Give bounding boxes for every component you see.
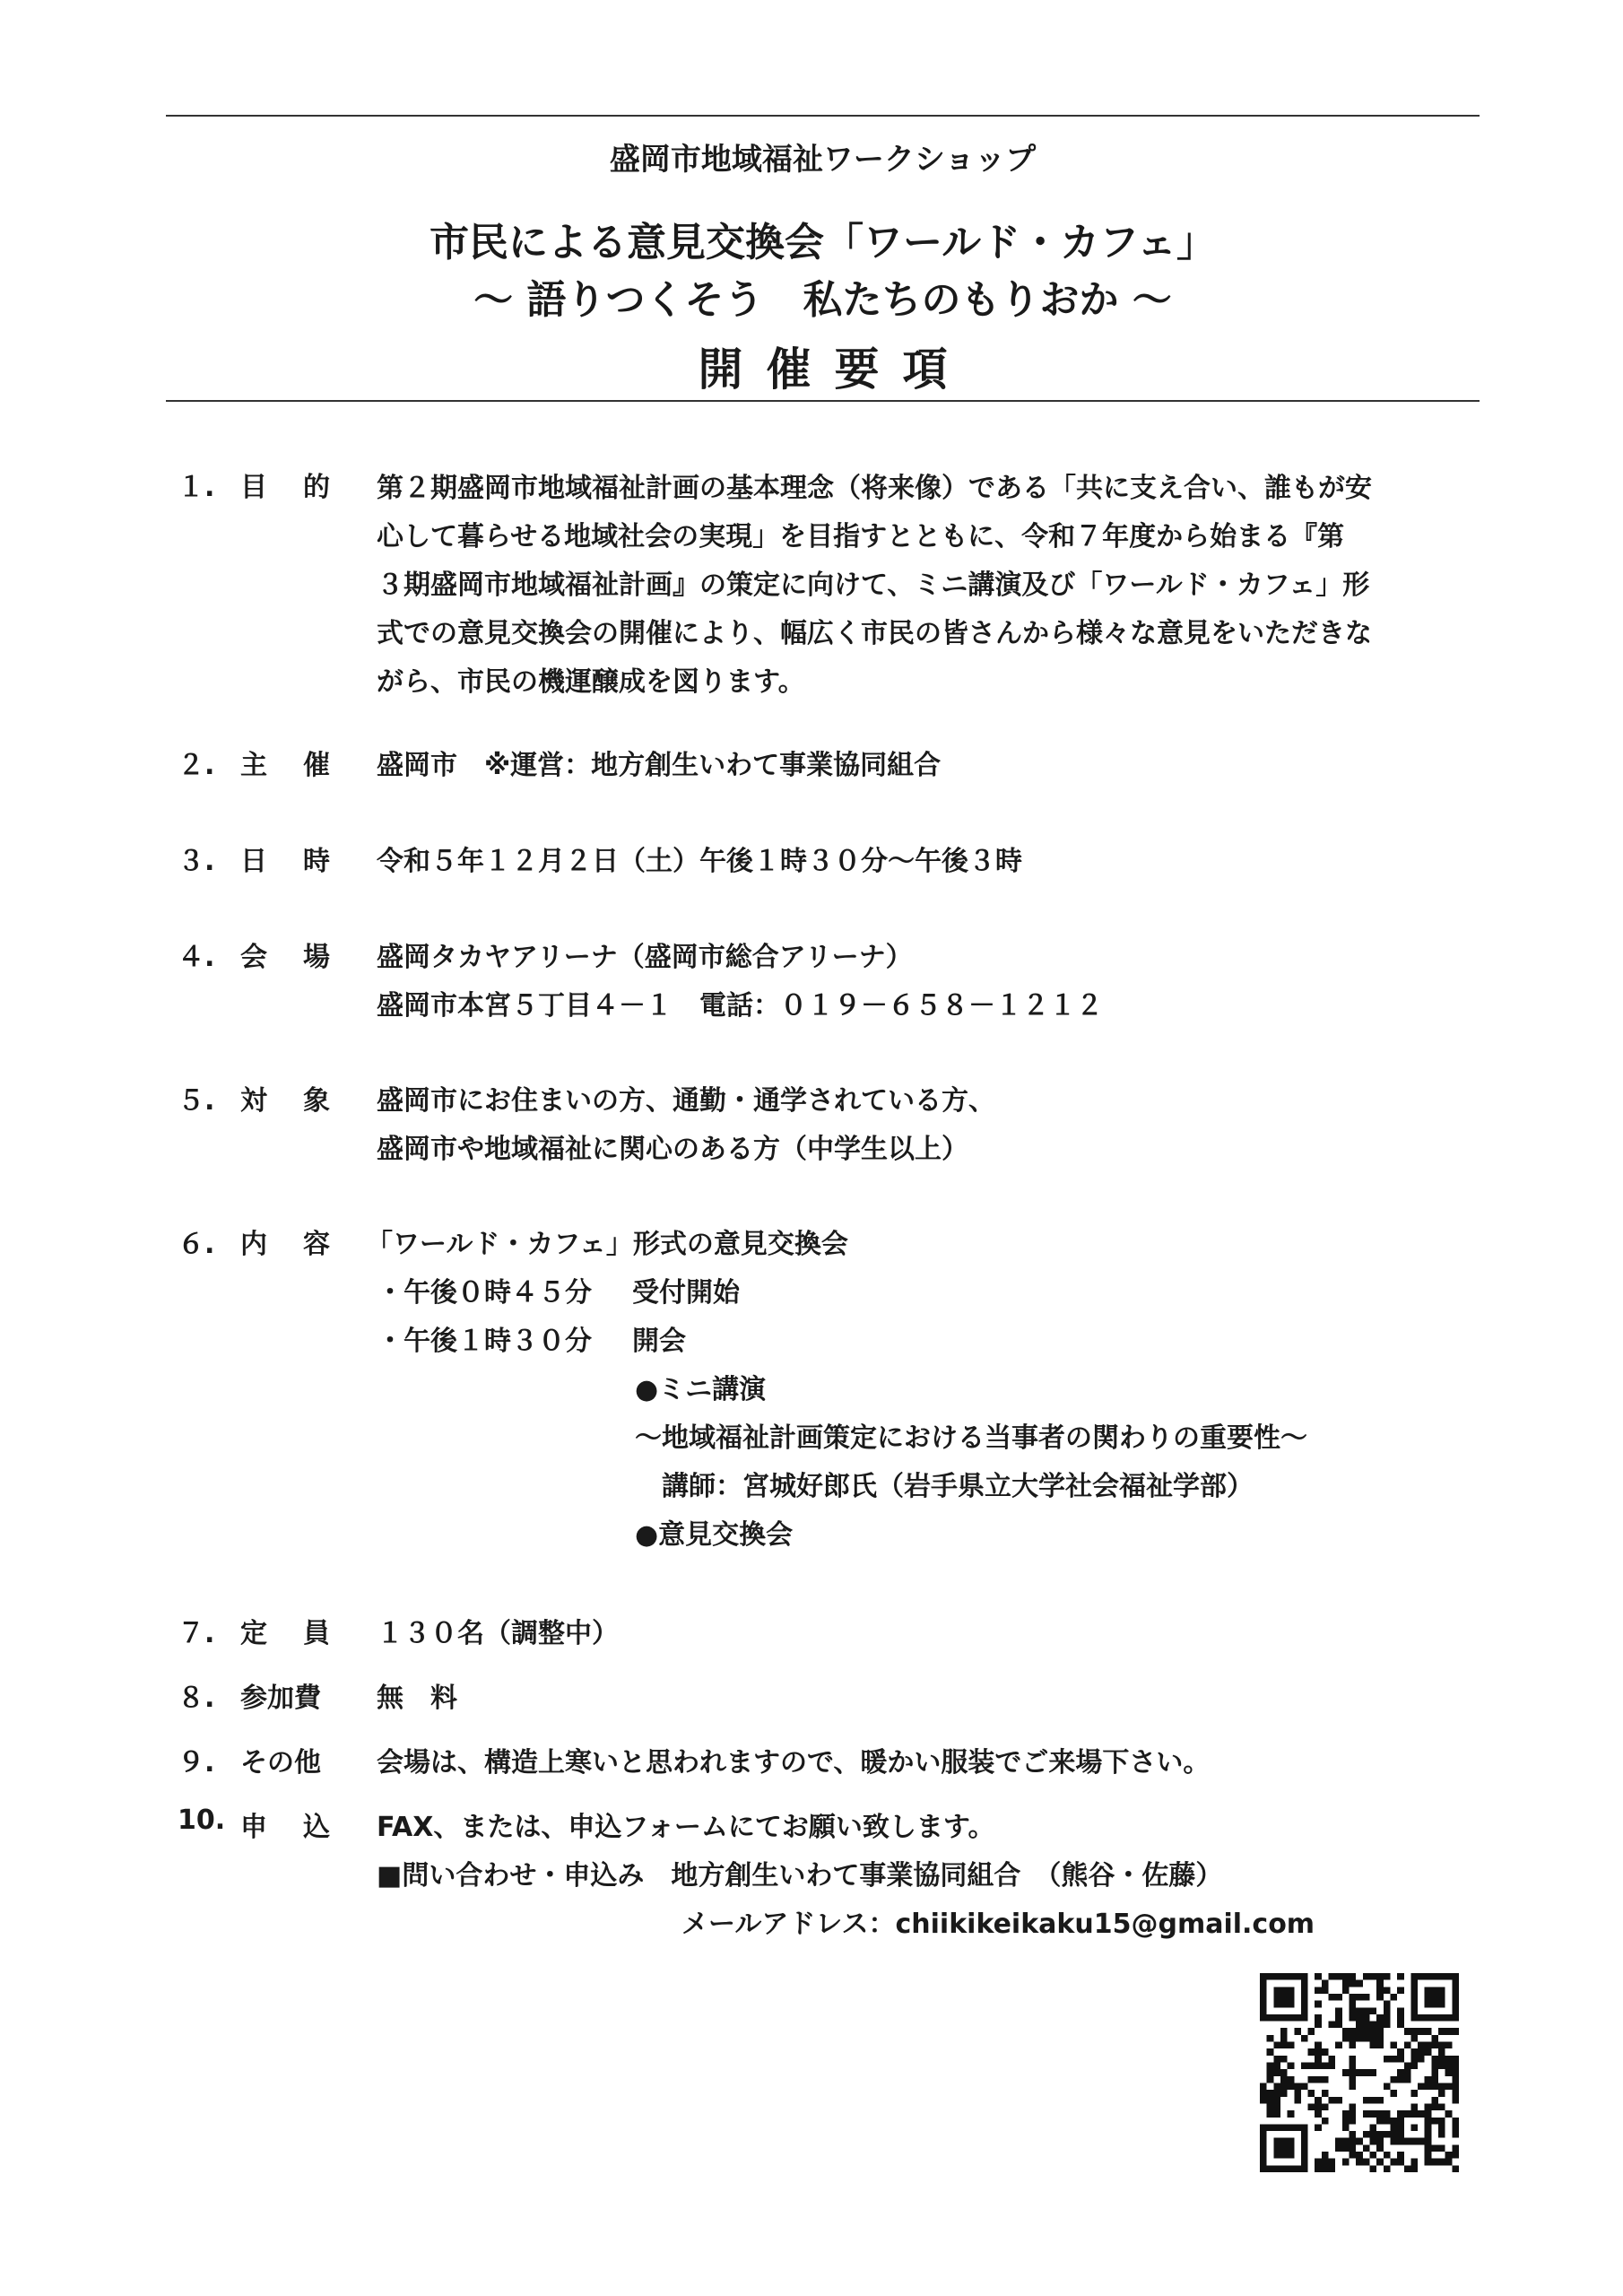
section-number-4: ４. (178, 942, 215, 973)
fee-text: 無 料 (377, 1683, 457, 1714)
organizer-text: 盛岡市 ※運営：地方創生いわて事業協同組合 (377, 750, 942, 781)
program-discussion: ●意見交換会 (635, 1519, 794, 1551)
qr-code-icon[interactable] (1260, 1973, 1459, 2172)
section-label-venue: 会 場 (240, 942, 330, 973)
section-label-application: 申 込 (240, 1812, 330, 1843)
section-label-content: 内 容 (240, 1229, 330, 1260)
lecture-theme: ～地域福祉計画策定における当事者の関わりの重要性～ (635, 1422, 1307, 1454)
other-notes: 会場は、構造上寒いと思われますので、暖かい服装でご来場下さい。 (377, 1747, 1211, 1779)
top-rule (166, 115, 1480, 117)
section-number-10: 10. (178, 1805, 226, 1836)
application-contact: ■問い合わせ・申込み 地方創生いわて事業協同組合 （熊谷・佐藤） (377, 1860, 1223, 1892)
target-line-2: 盛岡市や地域福祉に関心のある方（中学生以上） (377, 1134, 968, 1165)
target-line-1: 盛岡市にお住まいの方、通勤・通学されている方、 (377, 1085, 995, 1117)
section-label-target: 対 象 (240, 1085, 330, 1117)
lecture-speaker: 講師：宮城好郎氏（岩手県立大学社会福祉学部） (662, 1471, 1254, 1502)
organization-name: 盛岡市地域福祉ワークショップ (609, 142, 1037, 178)
contact-email: メールアドレス：chiikikeikaku15@gmail.com (681, 1909, 1315, 1940)
section-label-purpose: 目 的 (240, 472, 330, 503)
datetime-text: 令和５年１２月２日（土）午後１時３０分～午後３時 (377, 846, 1022, 877)
schedule-reception-time: ・午後０時４５分 (377, 1277, 592, 1309)
schedule-opening-time: ・午後１時３０分 (377, 1326, 592, 1357)
section-number-2: ２. (178, 750, 215, 781)
section-number-6: ６. (178, 1229, 215, 1260)
content-format: 「ワールド・カフェ」形式の意見交換会 (366, 1229, 848, 1260)
venue-name: 盛岡タカヤアリーナ（盛岡市総合アリーナ） (377, 942, 913, 973)
event-subtitle: ～ 語りつくそう 私たちのもりおか ～ (473, 277, 1172, 323)
schedule-reception-label: 受付開始 (632, 1277, 740, 1309)
event-title: 市民による意見交換会「ワールド・カフェ」 (430, 220, 1216, 265)
section-label-capacity: 定 員 (240, 1618, 330, 1649)
venue-address: 盛岡市本宮５丁目４－１ 電話：０１９－６５８－１２１２ (377, 990, 1103, 1022)
section-number-8: ８. (178, 1683, 215, 1714)
section-number-9: ９. (178, 1747, 215, 1779)
document-heading: 開催要項 (698, 344, 971, 396)
bottom-rule (166, 400, 1480, 402)
program-mini-lecture: ●ミニ講演 (635, 1374, 767, 1405)
section-label-other: その他 (240, 1747, 321, 1779)
purpose-text: 第２期盛岡市地域福祉計画の基本理念（将来像）である「共に支え合い、誰もが安 心して暮らせる地域社会の実現」を目指すとともに、令和７年度から始まる『第 ３期盛岡市地域福祉計画』の策定に向けて、ミニ講演及び「ワールド・カフェ」形 式での意見交換会の開催により、幅広く市民の皆さんから様々な意見をいただきな がら、市民の機運醸成を図ります。 (377, 473, 1372, 698)
section-label-organizer: 主 催 (240, 750, 330, 781)
application-method: FAX、または、申込フォームにてお願い致します。 (377, 1812, 995, 1843)
section-number-5: ５. (178, 1085, 215, 1117)
section-label-datetime: 日 時 (240, 846, 330, 877)
capacity-text: １３０名（調整中） (377, 1618, 619, 1649)
section-label-fee: 参加費 (240, 1683, 321, 1714)
section-number-1: １. (178, 472, 215, 503)
schedule-opening-label: 開会 (632, 1326, 686, 1357)
section-number-7: ７. (178, 1618, 215, 1649)
section-number-3: ３. (178, 846, 215, 877)
